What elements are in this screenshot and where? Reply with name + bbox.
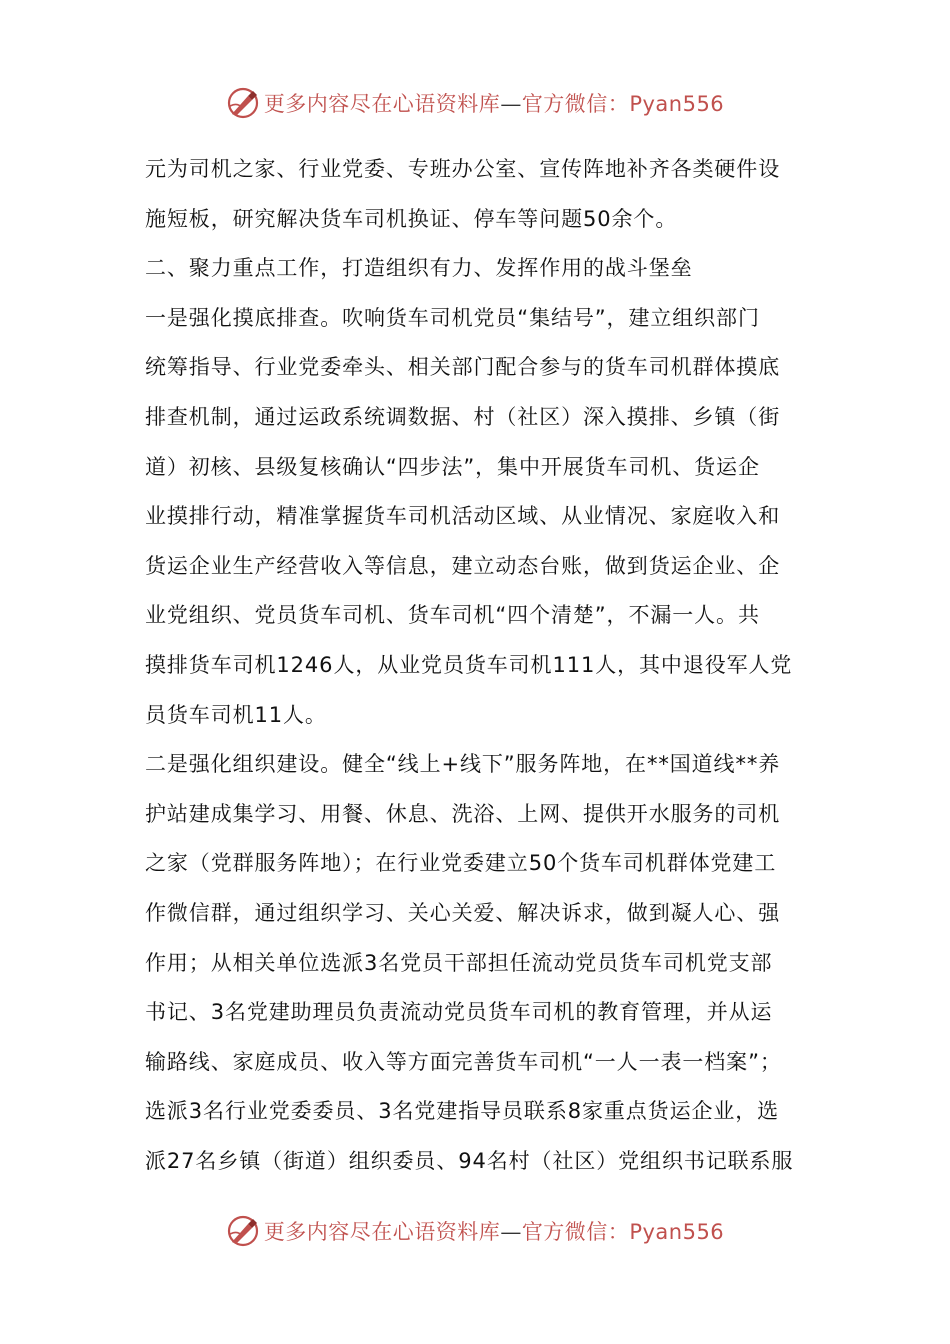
- watermark-site-name: 更多内容尽在心语资料库: [263, 92, 501, 116]
- text-line-21: 派27名乡镇（街道）组织委员、94名村（社区）党组织书记联系服: [145, 1148, 794, 1173]
- watermark-text: [264, 1216, 724, 1246]
- watermark-label: 官方微信：: [521, 1220, 630, 1244]
- text-line-5: 统筹指导、行业党委牵头、相关部门配合参与的货车司机群体摸底: [145, 355, 781, 380]
- text-line-8: 业摸排行动，精准掌握货车司机活动区域、从业情况、家庭收入和: [145, 504, 781, 529]
- text-line-19: 输路线、家庭成员、收入等方面完善货车司机“一人一表一档案”；: [145, 1049, 782, 1074]
- watermark-text: [264, 88, 724, 118]
- text-line-11: 摸排货车司机1246人，从业党员货车司机111人，其中退役军人党: [145, 652, 793, 677]
- text-line-18: 书记、3名党建助理员负责流动党员货车司机的教育管理，并从运: [145, 1000, 773, 1025]
- text-line-20: 选派3名行业党委委员、3名党建指导员联系8家重点货运企业，选: [145, 1099, 780, 1124]
- document-body: [145, 145, 815, 1186]
- watermark-separator: —: [500, 1220, 522, 1244]
- header-watermark: [0, 81, 950, 125]
- text-line-15: 之家（党群服务阵地）；在行业党委建立50个货车司机群体党建工: [145, 851, 777, 876]
- text-line-9: 货运企业生产经营收入等信息，建立动态台账，做到货运企业、企: [145, 553, 781, 578]
- footer-watermark: [0, 1209, 950, 1253]
- pen-nib-logo-icon: [226, 1214, 260, 1248]
- text-line-1: 元为司机之家、行业党委、专班办公室、宣传阵地补齐各类硬件设: [145, 157, 781, 181]
- text-line-10: 业党组织、党员货车司机、货车司机“四个清楚”，不漏一人。共: [145, 603, 760, 628]
- text-line-12: 员货车司机11人。: [145, 702, 327, 727]
- watermark-wechat-id: Pyan556: [629, 1220, 725, 1244]
- watermark-separator: —: [500, 92, 522, 116]
- watermark-site-name: 更多内容尽在心语资料库: [263, 1220, 501, 1244]
- section-heading: 二、聚力重点工作，打造组织有力、发挥作用的战斗堡垒: [145, 256, 693, 281]
- pen-nib-logo-icon: [226, 86, 260, 120]
- watermark-wechat-id: Pyan556: [629, 92, 725, 116]
- text-line-6: 排查机制，通过运政系统调数据、村（社区）深入摸排、乡镇（街: [145, 404, 781, 429]
- text-line-2: 施短板，研究解决货车司机换证、停车等问题50余个。: [145, 206, 678, 231]
- watermark-label: 官方微信：: [521, 92, 630, 116]
- text-line-14: 护站建成集学习、用餐、休息、洗浴、上网、提供开水服务的司机: [145, 801, 781, 826]
- text-line-4: 一是强化摸底排查。吹响货车司机党员“集结号”，建立组织部门: [145, 305, 760, 330]
- text-line-13: 二是强化组织建设。健全“线上+线下”服务阵地，在**国道线**养: [145, 752, 781, 777]
- text-line-7: 道）初核、县级复核确认“四步法”，集中开展货车司机、货运企: [145, 454, 760, 479]
- text-line-17: 作用；从相关单位选派3名党员干部担任流动党员货车司机党支部: [145, 950, 773, 975]
- text-line-16: 作微信群，通过组织学习、关心关爱、解决诉求，做到凝人心、强: [145, 900, 781, 925]
